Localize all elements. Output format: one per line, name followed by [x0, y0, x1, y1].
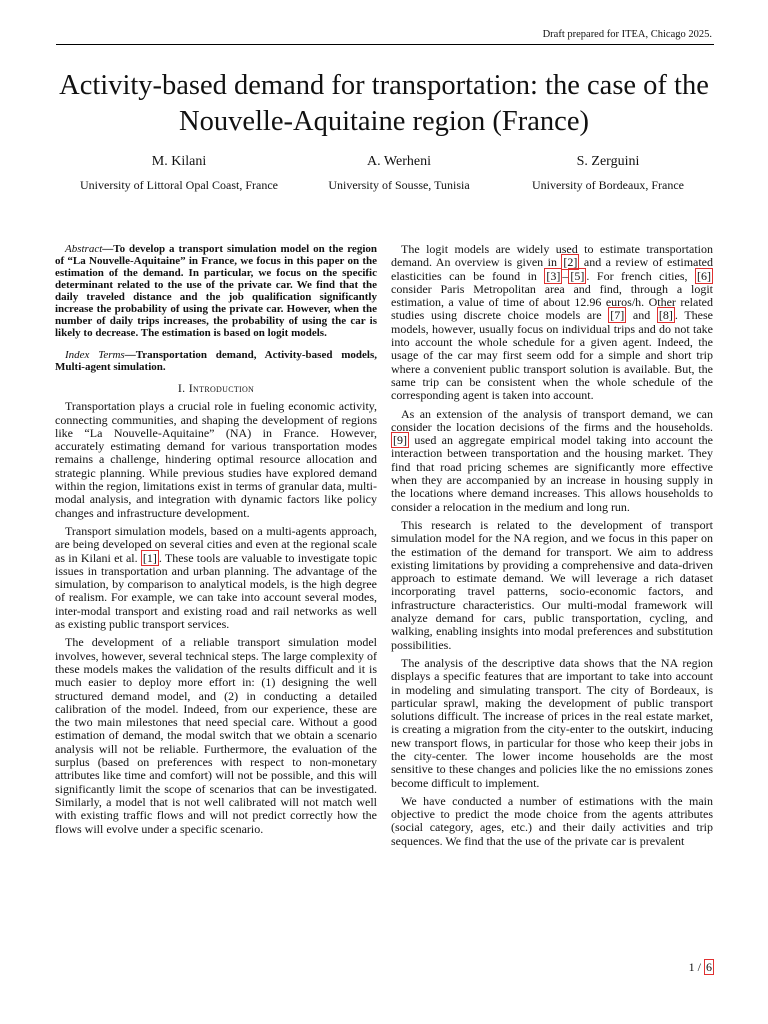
abstract-text: To develop a transport simulation model on the region of “La Nouvelle-Aquitaine” in France, we focus in this paper on the estimation of the demand. In particular, we focus on the specific determinant related to the use of the private car. We find that the daily traveled distance and the job qualification significantly increase the probability of using the private car. However, when the number of daily trips increases, the probability of using the car is likely to decrease. The estimation is based on logit models. — [55, 243, 377, 339]
index-terms-label: Index Terms — [65, 349, 125, 361]
current-page: 1 — [688, 960, 695, 974]
intro-paragraph-3: The development of a reliable transport simulation model involves, however, several technical steps. The large complexity of these models makes the validation of the results difficult and it is much easier to deploy more effort in: (1) designing the well structured demand model, and (2) in conducting a detailed calibration of the model. Indeed, from our experience, these are the two main milestones that need special care. Without a good estimation of demand, the modal switch that we obtain a scenario analysis will not be reliable. Furthermore, the evaluation of the surplus (based on preferences with respect to non-monetary attributes like time and comfort) will not be possible, and this will significantly limit the scope of scenarios that can be investigated. Similarly, a model that is not well calibrated will not match well with existing traffic flows and will not predict correctly how the flows will evolve under a specific scenario. — [55, 635, 377, 836]
author-affiliation: University of Littoral Opal Coast, France — [80, 178, 278, 192]
right-column — [391, 243, 713, 848]
citation-link[interactable]: [8] — [658, 308, 673, 323]
author-1 — [50, 152, 308, 194]
page-number: 1 / 6 — [688, 960, 712, 974]
paper-title: Activity-based demand for transportation: the case of the Nouvelle-Aquitaine region (France) — [59, 70, 709, 137]
citation-link[interactable]: [6] — [697, 268, 711, 283]
citation-link[interactable]: [1] — [142, 550, 157, 565]
intro-paragraph-1: Transportation plays a crucial role in fueling economic activity, connecting communities, and shaping the development of regions like “La Nouvelle-Aquitaine” (NA) in France. However, accurately estimating demand for various transportation modes remains a challenge, hindering optimal resource allocation and strategic planning. While previous studies have explored demand within the region, limitations exist in terms of granular data, multi-modal analysis, and integration with dynamic factors like policy changes and infrastructure development. — [55, 399, 377, 520]
section-number: I. — [177, 381, 186, 395]
intro-paragraph-4: The logit models are widely used to estimate transportation demand. An overview is given in [2] and a review of estimated elasticities can be found in [3] – [5] . For french cities, [6] consider Paris Metropolitan area and find, through a logit estimation, a value of time of about 12.96 euros/h. Other related studies using discrete choice models are [7] and [8] . These models, however, usually focus on individual trips and do not take into account the whole schedule for a given agent. Indeed, the usage of the car may first seem odd for a simple and short trip where a convenient public transport solution is available. But, the same trip can be consistent when the whole schedule of the corresponding agent is taken into account. — [391, 242, 714, 403]
em-dash: — — [102, 243, 114, 255]
draft-note: Draft prepared for ITEA, Chicago 2025. — [542, 29, 712, 40]
abstract — [55, 243, 377, 339]
author-block — [50, 152, 726, 194]
author-name: S. Zerguini — [576, 154, 640, 169]
author-affiliation: University of Sousse, Tunisia — [328, 178, 470, 192]
citation-link[interactable]: [5] — [570, 268, 585, 283]
author-name: A. Werheni — [367, 154, 431, 169]
section-heading — [55, 382, 377, 395]
citation-link[interactable]: [3] — [546, 268, 561, 283]
header-rule — [56, 44, 714, 45]
intro-paragraph-5: As an extension of the analysis of transport demand, we can consider the location decisions of the firms and the households. [9] used an aggregate empirical model taking into account the interaction between transportation and the housing market. They find that road pricing schemes are significantly more effective when they are accompanied by an increase in housing supply in the locations where demand increases. This allows households to consider a relocation in the medium and long run. — [391, 406, 713, 514]
left-column — [55, 243, 377, 836]
citation-link[interactable]: [2] — [563, 255, 578, 270]
citation-link[interactable]: [9] — [393, 433, 407, 448]
index-terms-text: Transportation demand, Activity-based models, Multi-agent simulation. — [55, 349, 377, 373]
intro-paragraph-8: We have conducted a number of estimations with the main objective to predict the mode choice from the agents attributes (social category, ages, etc.) and their daily activities and trip sequences. We find that the use of the private car is prevalent — [391, 793, 713, 848]
citation-link[interactable]: [7] — [610, 308, 625, 323]
section-title: Introduction — [188, 381, 255, 395]
index-terms: Index Terms—Transportation demand, Activity-based models, Multi-agent simulation. — [55, 349, 377, 373]
author-affiliation: University of Bordeaux, France — [532, 178, 684, 192]
author-name: M. Kilani — [151, 154, 207, 169]
abstract-label: Abstract — [65, 243, 103, 255]
author-3 — [490, 152, 726, 194]
author-2 — [308, 152, 490, 194]
total-pages-link[interactable]: 6 — [706, 960, 712, 974]
intro-paragraph-2: Transport simulation models, based on a multi-agents approach, are being developed on several cities and even at the regional scale as in Kilani et al. [1] . These tools are valuable to investigate topic issues in transportation and urban planning. The advantage of the simulation, by comparison to analytical models, is the high degree of realism. For example, we can take into account several modes, inter-modal transport and existing road and rail networks as well as existing public transport services. — [55, 523, 377, 632]
intro-paragraph-6: This research is related to the development of transport simulation model for the NA region, and we focus in this paper on the estimation of the demand for transport. We aim to address existing limitations by providing a comprehensive and data-driven approach to estimate demand. We will leverage a rich dataset incorporating travel patterns, socio-economic factors, and infrastructure characteristics. Our multi-modal framework will analyze demand for cars, public transportation, cycling, and walking, enabling insights into modal preferences and substitution possibilities. — [391, 517, 713, 652]
intro-paragraph-7: The analysis of the descriptive data shows that the NA region displays a specific features that are important to take into account in modeling and simulating transport. The city of Bordeaux, is particular sprawl, making the development of public transport solutions difficult. The increase of prices in the real estate market, is creating a migration from the city-enter to the outskirt, inducing new transport flows, in particular for those who keep their jobs in the city-center. The lower income households are the most sensitive to these changes and policies like the no emissions zones become difficult to implement. — [391, 655, 713, 790]
